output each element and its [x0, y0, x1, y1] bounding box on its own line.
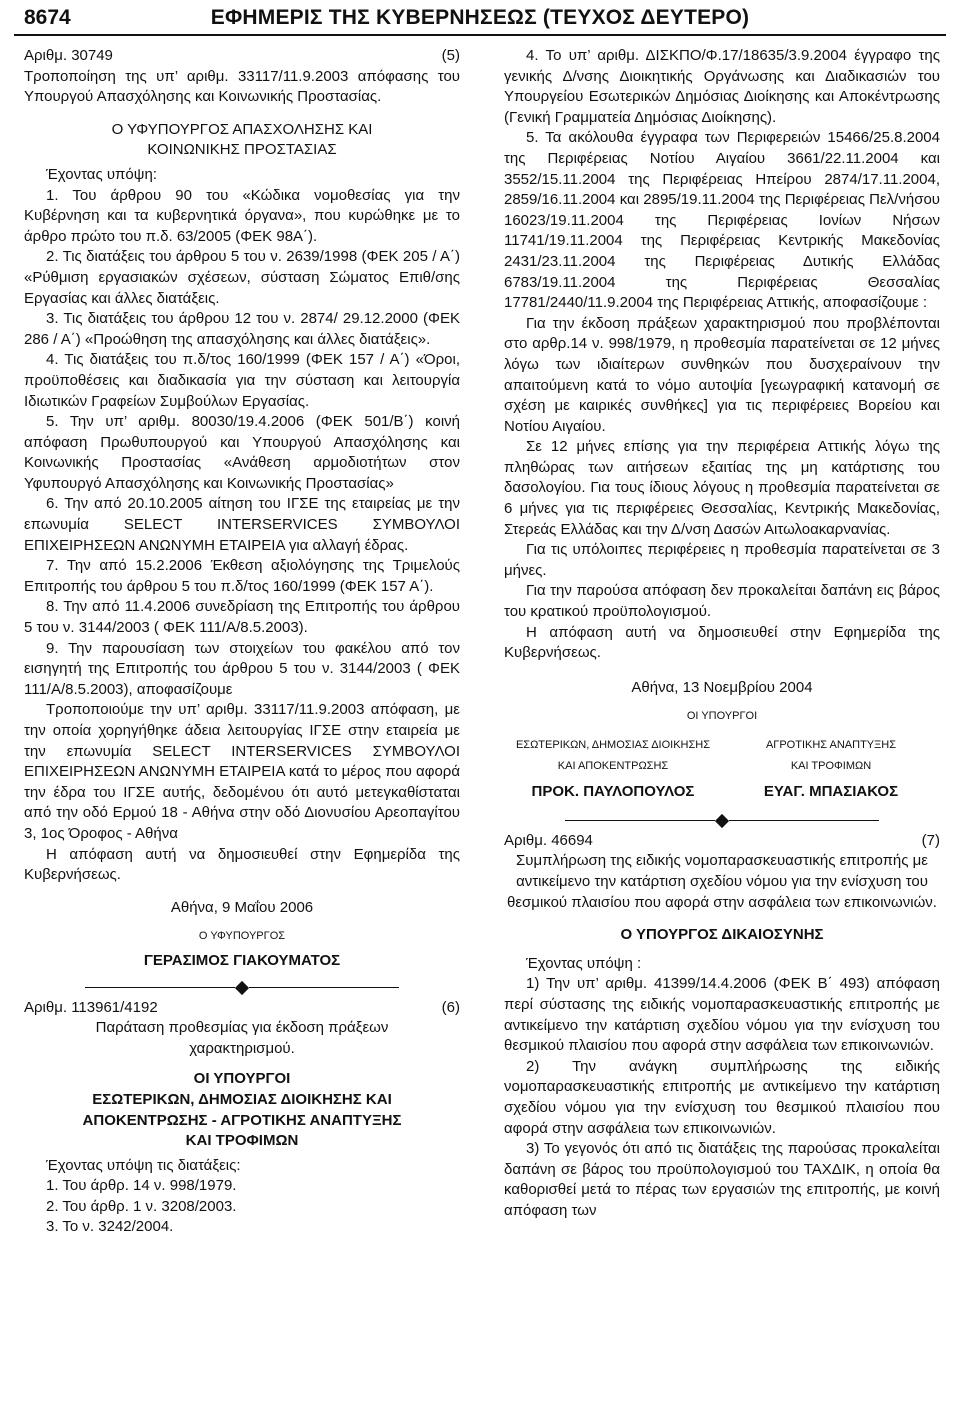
- signer-1-ministry-line-1: ΕΣΩΤΕΡΙΚΩΝ, ΔΗΜΟΣΙΑΣ ΔΙΟΙΚΗΣΗΣ: [515, 739, 711, 751]
- decision-5-item-4: 4. Τις διατάξεις του π.δ/τος 160/1999 (ΦΕΚ 157 / Α΄) «Όροι, προϋποθέσεις και διαδικασία για την σύσταση και λειτουργία Ιδιωτικών Γραφείων Συμβούλων Εργασίας.: [24, 351, 460, 410]
- decision-5-signer-title: Ο ΥΦΥΠΟΥΡΓΟΣ: [198, 930, 286, 943]
- decision-5-signer-name: ΓΕΡΑΣΙΜΟΣ ΓΙΑΚΟΥΜΑΤΟΣ: [143, 951, 341, 969]
- decision-6-subject: Παράταση προθεσμίας για έκδοση πράξεων χαρακτηρισμού.: [95, 1019, 389, 1057]
- decision-7-item-2: 2) Την ανάγκη συμπλήρωσης της ειδικής νομοπαρασκευαστικής επιτροπής με αντικείμενο την κατάρτιση σχεδίου νόμου για την ενίσχυση του θεσμικού πλαισίου που αφορά στην ασφάλεια των επικοινωνιών.: [504, 1057, 940, 1137]
- decision-6-signer-2: [722, 735, 940, 803]
- decision-6-item-1: 1. Του άρθρ. 14 ν. 998/1979.: [46, 1177, 237, 1195]
- decision-5-heading: [24, 46, 460, 67]
- decision-5-item-6: 6. Την από 20.10.2005 αίτηση του ΙΓΣΕ της εταιρείας με την επωνυμία SELECT INTERSERVICES ΣΥΜΒΟΥΛΟΙ ΕΠΙΧΕΙΡΗΣΕΩΝ ΑΝΩΝΥΜΗ ΕΤΑΙΡΕΙΑ για αλλαγή έδρας.: [24, 495, 460, 554]
- decision-5-authority: Ο ΥΦΥΠΟΥΡΓΟΣ ΑΠΑΣΧΟΛΗΣΗΣ ΚΑΙ ΚΟΙΝΩΝΙΚΗΣ ΠΡΟΣΤΑΣΙΑΣ: [111, 120, 373, 159]
- gazette-title: ΕΦΗΜΕΡΙΣ ΤΗΣ ΚΥΒΕΡΝΗΣΕΩΣ (ΤΕΥΧΟΣ ΔΕΥΤΕΡΟ): [210, 6, 750, 29]
- decision-6-item-2: 2. Του άρθρ. 1 ν. 3208/2003.: [46, 1197, 237, 1215]
- separator-line: [249, 987, 399, 988]
- decision-7-authority: Ο ΥΠΟΥΡΓΟΣ ΔΙΚΑΙΟΣΥΝΗΣ: [620, 926, 824, 944]
- decision-5-number: Αριθμ. 30749: [24, 47, 113, 64]
- decision-6-authority-line-2: ΕΣΩΤΕΡΙΚΩΝ, ΔΗΜΟΣΙΑΣ ΔΙΟΙΚΗΣΗΣ ΚΑΙ: [92, 1090, 392, 1108]
- decision-6-paragraph-3: Για τις υπόλοιπες περιφέρειες η προθεσμία παρατείνεται σε 3 μήνες.: [504, 541, 940, 579]
- decision-6-item-4: 4. Το υπ’ αριθμ. ΔΙΣΚΠΟ/Φ.17/18635/3.9.2004 έγγραφο της γενικής Δ/νσης Διοικητικής Οργάνωσης και Διαδικασιών του Υπουργείου Εσωτερικών Δημόσιας Διοίκησης και Αποκέντρωσης (Γενική Γραμματεία Δημόσιας Διοίκησης).: [504, 47, 940, 126]
- signer-2-ministry-line-2: ΚΑΙ ΤΡΟΦΙΜΩΝ: [790, 759, 872, 772]
- decision-6-authority-line-3: ΑΠΟΚΕΝΤΡΩΣΗΣ - ΑΓΡΟΤΙΚΗΣ ΑΝΑΠΤΥΞΗΣ: [82, 1111, 402, 1129]
- page-header: [24, 2, 936, 34]
- decision-6-authority: [24, 1069, 460, 1151]
- decision-5-subject: Τροποποίηση της υπ’ αριθμ. 33117/11.9.2003 απόφασης του Υπουργού Απασχόλησης και Κοινωνικής Προστασίας.: [24, 67, 460, 106]
- decision-6-heading: [24, 998, 460, 1019]
- decision-6-publication-order: Η απόφαση αυτή να δημοσιευθεί στην Εφημερίδα της Κυβερνήσεως.: [504, 623, 940, 662]
- signer-2-ministry-line-1: ΑΓΡΟΤΙΚΗΣ ΑΝΑΠΤΥΞΗΣ: [765, 739, 897, 751]
- decision-5-item-8: 8. Την από 11.4.2006 συνεδρίαση της Επιτροπής του άρθρου 5 του ν. 3144/2003 ( ΦΕΚ 111/Α/8.5.2003).: [24, 598, 460, 637]
- decision-5-having-in-mind: Έχοντας υπόψη:: [46, 165, 157, 183]
- decision-5-item-7: 7. Την από 15.2.2006 Έκθεση αξιολόγησης της Τριμελούς Επιτροπής του άρθρου 5 του π.δ/τος 160/1999 (ΦΕΚ 157 Α΄).: [24, 557, 460, 595]
- decision-7-subject: Συμπλήρωση της ειδικής νομοπαρασκευαστικής επιτροπής με αντικείμενο την κατάρτιση σχεδίου νόμου για την ενίσχυση του θεσμικού πλαισίου που αφορά στην ασφάλεια των επικοινωνιών.: [507, 852, 937, 911]
- decision-7-number: Αριθμ. 46694: [504, 831, 593, 849]
- separator-diamond-icon: [235, 980, 249, 994]
- decision-6-signers-title: ΟΙ ΥΠΟΥΡΓΟΙ: [686, 710, 758, 723]
- decision-5-publication-order: Η απόφαση αυτή να δημοσιευθεί στην Εφημερίδα της Κυβερνήσεως.: [24, 845, 460, 884]
- decision-7-item-1: 1) Την υπ’ αριθμ. 41399/14.4.2006 (ΦΕΚ Β΄ 493) απόφαση περί σύστασης της ειδικής νομοπαρασκευαστικής επιτροπής με αντικείμενο την κατάρτιση σχεδίου νόμου για την ενίσχυση του θεσμικού πλαισίου που αφορά στην ασφάλεια των επικοινωνιών.: [504, 975, 940, 1055]
- decision-5-item-1: 1. Του άρθρου 90 του «Κώδικα νομοθεσίας για την Κυβέρνηση και τα κυβερνητικά όργανα», που κυρώθηκε με το άρθρο πρώτο του π.δ. 63/2005 (ΦΕΚ 98Α΄).: [24, 186, 460, 245]
- decision-5-item-5: 5. Την υπ’ αριθμ. 80030/19.4.2006 (ΦΕΚ 501/Β΄) κοινή απόφαση Πρωθυπουργού και Υπουργού Απασχόλησης και Κοινωνικής Προστασίας «Ανάθεση αρμοδιοτήτων στον Υφυπουργό Απασχόλησης και Κοινωνικής Προστασίας»: [24, 413, 460, 492]
- signer-2-name: ΕΥΑΓ. ΜΠΑΣΙΑΚΟΣ: [763, 783, 899, 801]
- decision-6-number: Αριθμ. 113961/4192: [24, 998, 158, 1016]
- decision-5-item-9: 9. Την παρουσίαση των στοιχείων του φακέλου από τον εισηγητή της Επιτροπής του άρθρου 5 του ν. 3144/2003 ( ΦΕΚ 111/Α/8.5.2003), αποφασίζουμε: [24, 639, 460, 698]
- right-column: [504, 46, 940, 1221]
- left-column: [24, 46, 460, 1238]
- decision-6-paragraph-1: Για την έκδοση πράξεων χαρακτηρισμού που προβλέπονται στο αρθρ.14 ν. 998/1979, η προθεσμία παρατείνεται σε 12 μήνες λόγω των ιδιαίτερων συνθηκών που δυσχεραίνουν την απαιτούμενη κατά το νόμο αυτοψία [γεωγραφική κατανομή σε σχέση με καιρικές συνθήκες] για τις περιφέρειες Βορείου και Νοτίου Αιγαίου.: [504, 314, 940, 435]
- decision-6-authority-line-1: ΟΙ ΥΠΟΥΡΓΟΙ: [193, 1070, 291, 1088]
- separator-line: [85, 987, 235, 988]
- decision-6-having-in-mind: Έχοντας υπόψη τις διατάξεις:: [46, 1156, 241, 1174]
- decision-6-place-date: Αθήνα, 13 Νοεμβρίου 2004: [631, 678, 813, 696]
- decision-5-index: (5): [441, 47, 460, 64]
- separator-line: [729, 820, 879, 821]
- separator-diamond-icon: [715, 814, 729, 828]
- page-number: 8674: [24, 6, 71, 29]
- decision-7-heading: [504, 831, 940, 852]
- decision-5-item-2: 2. Τις διατάξεις του άρθρου 5 του ν. 2639/1998 (ΦΕΚ 205 / Α΄) «Ρύθμιση εργασιακών σχέσεων, σύσταση Σώματος Επιθ/σης Εργασίας και άλλες διατάξεις.: [24, 248, 460, 307]
- header-rule: [14, 34, 946, 36]
- decision-6-signatures: [504, 735, 940, 803]
- decision-7-item-3: 3) Το γεγονός ότι από τις διατάξεις της παρούσας προκαλείται δαπάνη σε βάρος του προϋπολογισμού του ΤΑΧΔΙΚ, η οποία θα καθορισθεί μετά το πέρας των εργασιών της επιτροπής, με κοινή απόφαση των: [504, 1140, 940, 1219]
- decision-6-authority-line-4: ΚΑΙ ΤΡΟΦΙΜΩΝ: [185, 1132, 299, 1150]
- decision-6-item-5: 5. Τα ακόλουθα έγγραφα των Περιφερειών 15466/25.8.2004 της Περιφέρειας Νοτίου Αιγαίου 3661/22.11.2004 και 3552/15.11.2004 της Περιφέρειας Ηπείρου 2874/17.11.2004, 2859/16.11.2004 και 2895/19.11.2004 της Περιφέρειας Πελ/νήσου 16023/19.11.2004 της Περιφέρειας Ιονίων Νήσων 11741/19.11.2004 της Περιφέρειας Κεντρικής Μακεδονίας 2431/23.11.2004 της Περιφέρειας Δυτικής Ελλάδας 6783/19.11.2004 της Περιφέρειας Θεσσαλίας 17781/2440/11.9.2004 της Περιφέρειας Αττικής, αποφασίζουμε :: [504, 129, 940, 312]
- separator-line: [565, 820, 715, 821]
- section-separator: [504, 811, 940, 831]
- decision-6-item-3: 3. Το ν. 3242/2004.: [46, 1218, 174, 1236]
- decision-6-paragraph-2: Σε 12 μήνες επίσης για την περιφέρεια Αττικής λόγω της πληθώρας των αιτήσεων εξαιτίας της μη κατάρτισης του δασολογίου. Για τους ίδιους λόγους η προθεσμία παρατείνεται σε 6 μήνες για τις περιφέρειες Θεσσαλίας, Κεντρικής Μακεδονίας, Στερεάς Ελλάδας και την Δ/νση Δασών Αιτωλοακαρνανίας.: [504, 438, 940, 538]
- decision-5-decision-text: Τροποποιούμε την υπ’ αριθμ. 33117/11.9.2003 απόφαση, με την οποία χορηγήθηκε άδεια λειτουργίας ΙΓΣΕ στην εταιρεία με την επωνυμία SELECT INTERSERVICES ΣΥΜΒΟΥΛΟΙ ΕΠΙΧΕΙΡΗΣΕΩΝ ΑΝΩΝΥΜΗ ΕΤΑΙΡΕΙΑ κατά το μέρος που αφορά την έδρα του ΙΓΣΕ αυτής, δεδομένου ότι αυτό μετεγκαθίσταται από την οδό Ερμού 18 - Αθήνα στην οδό Διονυσίου Αρεοπαγίτου 3, 1ος Όροφος - Αθήνα: [24, 701, 460, 842]
- decision-6-paragraph-4: Για την παρούσα απόφαση δεν προκαλείται δαπάνη εις βάρος του κρατικού προϋπολογισμού.: [504, 582, 940, 621]
- decision-7-index: (7): [921, 831, 940, 849]
- signer-1-name: ΠΡΟΚ. ΠΑΥΛΟΠΟΥΛΟΣ: [531, 783, 695, 801]
- section-separator: [24, 978, 460, 998]
- decision-5-item-3: 3. Τις διατάξεις του άρθρου 12 του ν. 2874/ 29.12.2000 (ΦΕΚ 286 / Α΄) «Προώθηση της απασχόλησης και άλλες διατάξεις».: [24, 310, 460, 348]
- decision-6-signer-1: [504, 735, 722, 803]
- decision-6-index: (6): [441, 998, 460, 1016]
- decision-7-having-in-mind: Έχοντας υπόψη :: [526, 954, 642, 972]
- decision-5-place-date: Αθήνα, 9 Μαΐου 2006: [170, 898, 314, 916]
- signer-1-ministry-line-2: ΚΑΙ ΑΠΟΚΕΝΤΡΩΣΗΣ: [557, 759, 669, 772]
